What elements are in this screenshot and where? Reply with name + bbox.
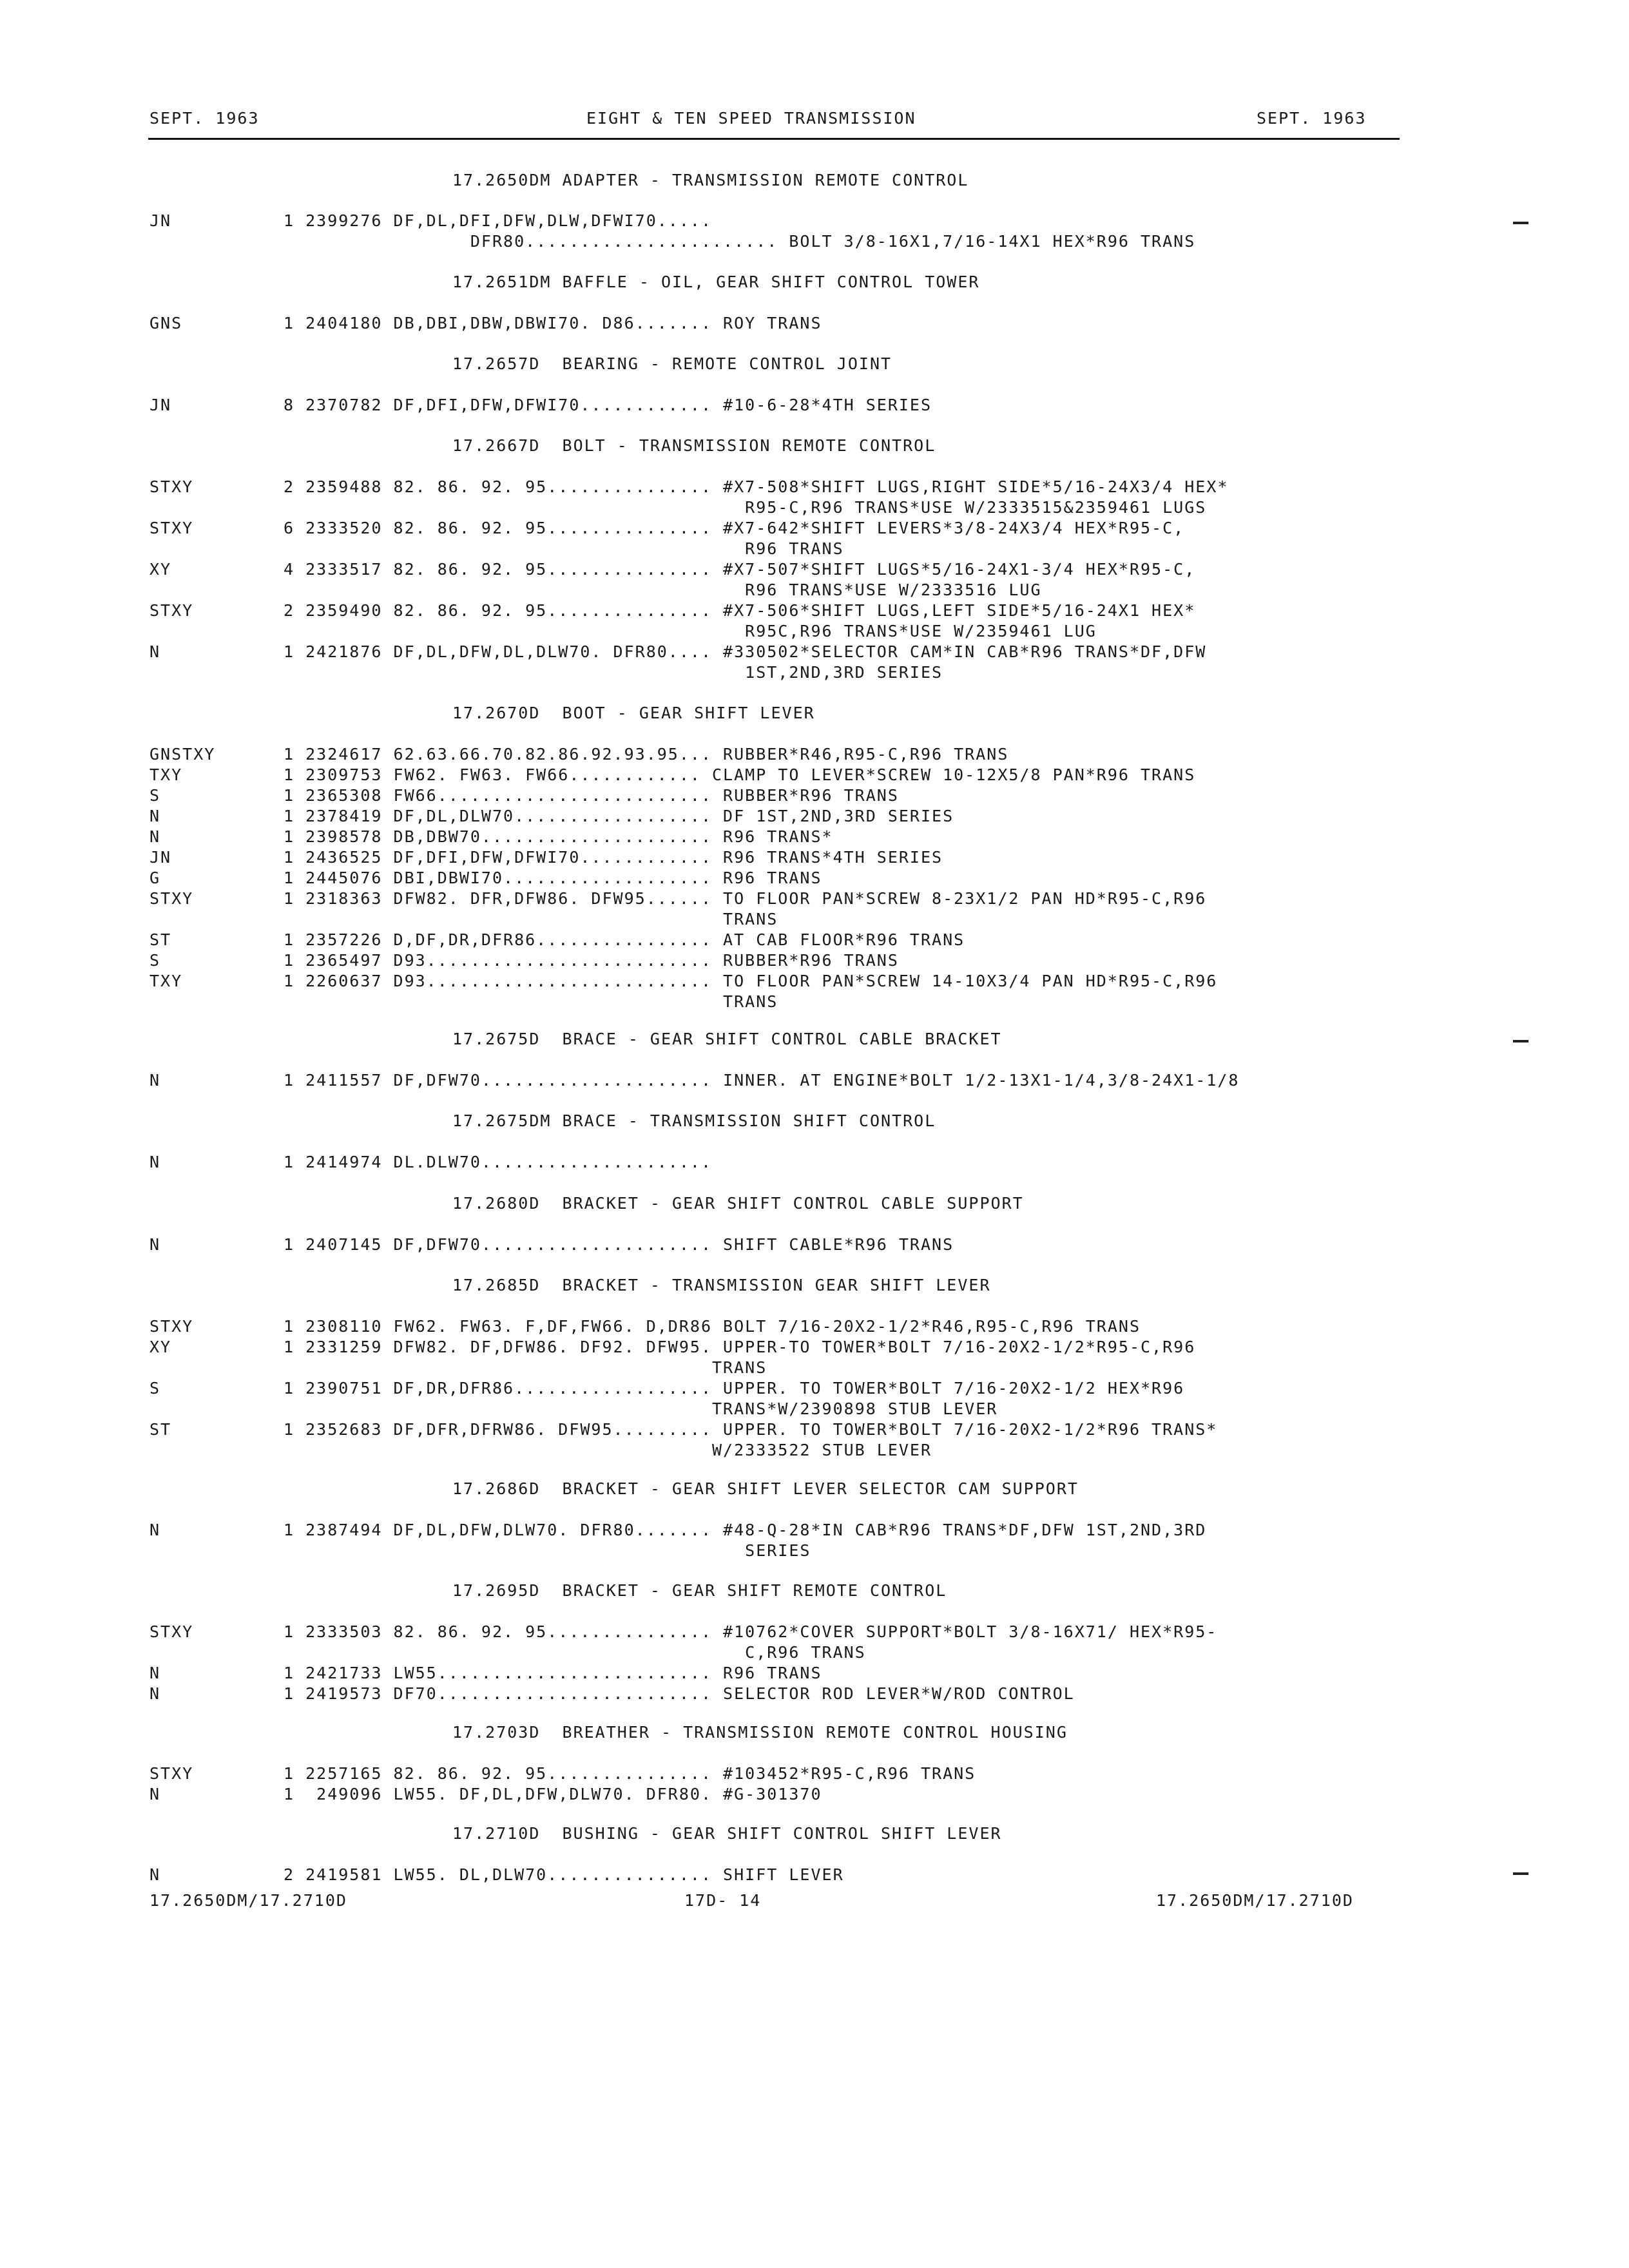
part-line: 1 2333503 82. 86. 92. 95............... #10762*COVER SUPPORT*BOLT 3/8-16X71/ HEX*R95- [284, 1622, 1218, 1641]
model-code: STXY [149, 519, 194, 537]
part-line: 1 2324617 62.63.66.70.82.86.92.93.95... RUBBER*R46,R95-C,R96 TRANS [284, 745, 1009, 764]
section-heading: 17.2667D BOLT - TRANSMISSION REMOTE CONTROL [452, 436, 936, 455]
part-line: R96 TRANS [284, 539, 844, 558]
margin-tick-mark [1513, 1872, 1528, 1875]
section-heading: 17.2685D BRACKET - TRANSMISSION GEAR SHIFT LEVER [452, 1276, 991, 1294]
part-line: 1 2331259 DFW82. DF,DFW86. DF92. DFW95. UPPER-TO TOWER*BOLT 7/16-20X2-1/2*R95-C,R96 [284, 1338, 1196, 1356]
part-line: 1 2407145 DF,DFW70..................... SHIFT CABLE*R96 TRANS [284, 1235, 954, 1254]
model-code: S [149, 786, 161, 805]
part-line: 1 2398578 DB,DBW70..................... R96 TRANS* [284, 827, 833, 846]
model-code: N [149, 827, 161, 846]
part-line: 1 249096 LW55. DF,DL,DFW,DLW70. DFR80. #G-301370 [284, 1785, 822, 1803]
section-heading: 17.2686D BRACKET - GEAR SHIFT LEVER SELECTOR CAM SUPPORT [452, 1479, 1079, 1498]
header-rule [148, 138, 1400, 140]
part-line: TRANS [284, 910, 778, 928]
part-line: SERIES [284, 1541, 811, 1560]
part-line: TRANS*W/2390898 STUB LEVER [284, 1399, 998, 1418]
model-code: G [149, 869, 161, 887]
part-line: R95-C,R96 TRANS*USE W/2333515&2359461 LUGS [284, 498, 1207, 517]
part-line: C,R96 TRANS [284, 1643, 866, 1662]
model-code: ST [149, 930, 172, 949]
section-heading: 17.2703D BREATHER - TRANSMISSION REMOTE CONTROL HOUSING [452, 1723, 1068, 1742]
part-line: 1 2411557 DF,DFW70..................... INNER. AT ENGINE*BOLT 1/2-13X1-1/4,3/8-24X1-1/8 [284, 1071, 1240, 1090]
part-line: DFR80....................... BOLT 3/8-16X1,7/16-14X1 HEX*R96 TRANS [284, 232, 1196, 251]
model-code: S [149, 1379, 161, 1398]
model-code: JN [149, 396, 172, 414]
header-date-right: SEPT. 1963 [1257, 109, 1367, 128]
model-code: GNSTXY [149, 745, 216, 764]
model-code: N [149, 1521, 161, 1539]
model-code: XY [149, 1338, 172, 1356]
part-line: 1 2421733 LW55......................... R96 TRANS [284, 1664, 822, 1682]
model-code: STXY [149, 477, 194, 496]
footer-page-number: 17D- 14 [684, 1891, 762, 1910]
part-line: 1 2357226 D,DF,DR,DFR86................ AT CAB FLOOR*R96 TRANS [284, 930, 965, 949]
part-line: 1 2260637 D93.......................... TO FLOOR PAN*SCREW 14-10X3/4 PAN HD*R95-C,R96 [284, 972, 1218, 990]
model-code: N [149, 1865, 161, 1884]
part-line: 1 2257165 82. 86. 92. 95............... #103452*R95-C,R96 TRANS [284, 1764, 976, 1783]
model-code: N [149, 1071, 161, 1090]
part-line: 6 2333520 82. 86. 92. 95............... #X7-642*SHIFT LEVERS*3/8-24X3/4 HEX*R95-C, [284, 519, 1185, 537]
part-line: 1 2365308 FW66......................... RUBBER*R96 TRANS [284, 786, 899, 805]
part-line: 1 2390751 DF,DR,DFR86.................. UPPER. TO TOWER*BOLT 7/16-20X2-1/2 HEX*R96 [284, 1379, 1185, 1398]
part-line: 1 2318363 DFW82. DFR,DFW86. DFW95...... TO FLOOR PAN*SCREW 8-23X1/2 PAN HD*R95-C,R96 [284, 889, 1207, 908]
part-line: 1 2419573 DF70......................... SELECTOR ROD LEVER*W/ROD CONTROL [284, 1684, 1075, 1703]
model-code: N [149, 1785, 161, 1803]
part-line: 1 2399276 DF,DL,DFI,DFW,DLW,DFWI70..... [284, 211, 712, 230]
part-line: 2 2359488 82. 86. 92. 95............... #X7-508*SHIFT LUGS,RIGHT SIDE*5/16-24X3/4 HEX* [284, 477, 1229, 496]
part-line: R96 TRANS*USE W/2333516 LUG [284, 581, 1042, 599]
model-code: N [149, 1664, 161, 1682]
section-heading: 17.2695D BRACKET - GEAR SHIFT REMOTE CONTROL [452, 1581, 947, 1600]
model-code: N [149, 1235, 161, 1254]
footer-range-left: 17.2650DM/17.2710D [149, 1891, 347, 1910]
footer-range-right: 17.2650DM/17.2710D [1156, 1891, 1354, 1910]
section-heading: 17.2680D BRACKET - GEAR SHIFT CONTROL CABLE SUPPORT [452, 1194, 1024, 1213]
section-heading: 17.2657D BEARING - REMOTE CONTROL JOINT [452, 354, 892, 373]
part-line: W/2333522 STUB LEVER [284, 1441, 932, 1459]
model-code: STXY [149, 1764, 194, 1783]
model-code: N [149, 642, 161, 661]
part-line: 1 2421876 DF,DL,DFW,DL,DLW70. DFR80.... #330502*SELECTOR CAM*IN CAB*R96 TRANS*DF,DFW [284, 642, 1207, 661]
model-code: STXY [149, 1317, 194, 1336]
model-code: XY [149, 560, 172, 579]
model-code: N [149, 807, 161, 825]
part-line: 4 2333517 82. 86. 92. 95............... #X7-507*SHIFT LUGS*5/16-24X1-3/4 HEX*R95-C, [284, 560, 1196, 579]
part-line: 1 2414974 DL.DLW70..................... [284, 1153, 712, 1171]
model-code: N [149, 1684, 161, 1703]
part-line: 8 2370782 DF,DFI,DFW,DFWI70............ #10-6-28*4TH SERIES [284, 396, 932, 414]
part-line: 2 2419581 LW55. DL,DLW70............... SHIFT LEVER [284, 1865, 844, 1884]
part-line: 1 2365497 D93.......................... RUBBER*R96 TRANS [284, 951, 899, 970]
model-code: JN [149, 211, 172, 230]
part-line: TRANS [284, 1358, 767, 1377]
part-line: TRANS [284, 992, 778, 1011]
part-line: 1 2352683 DF,DFR,DFRW86. DFW95......... UPPER. TO TOWER*BOLT 7/16-20X2-1/2*R96 TRANS* [284, 1420, 1218, 1439]
section-heading: 17.2651DM BAFFLE - OIL, GEAR SHIFT CONTROL TOWER [452, 273, 980, 291]
part-line: 1 2308110 FW62. FW63. F,DF,FW66. D,DR86 BOLT 7/16-20X2-1/2*R46,R95-C,R96 TRANS [284, 1317, 1141, 1336]
part-line: 1 2378419 DF,DL,DLW70.................. DF 1ST,2ND,3RD SERIES [284, 807, 954, 825]
model-code: STXY [149, 601, 194, 620]
section-heading: 17.2650DM ADAPTER - TRANSMISSION REMOTE CONTROL [452, 171, 969, 189]
margin-tick-mark [1513, 222, 1528, 224]
model-code: ST [149, 1420, 172, 1439]
model-code: TXY [149, 765, 183, 784]
section-heading: 17.2670D BOOT - GEAR SHIFT LEVER [452, 704, 815, 722]
header-title: EIGHT & TEN SPEED TRANSMISSION [586, 109, 916, 128]
model-code: GNS [149, 314, 183, 332]
part-line: 1 2445076 DBI,DBWI70................... R96 TRANS [284, 869, 822, 887]
model-code: STXY [149, 1622, 194, 1641]
model-code: STXY [149, 889, 194, 908]
header-date-left: SEPT. 1963 [149, 109, 260, 128]
part-line: 1ST,2ND,3RD SERIES [284, 663, 943, 682]
part-line: 2 2359490 82. 86. 92. 95............... #X7-506*SHIFT LUGS,LEFT SIDE*5/16-24X1 HEX* [284, 601, 1196, 620]
part-line: 1 2387494 DF,DL,DFW,DLW70. DFR80....... #48-Q-28*IN CAB*R96 TRANS*DF,DFW 1ST,2ND,3RD [284, 1521, 1207, 1539]
section-heading: 17.2710D BUSHING - GEAR SHIFT CONTROL SHIFT LEVER [452, 1824, 1002, 1843]
model-code: JN [149, 848, 172, 867]
part-line: 1 2404180 DB,DBI,DBW,DBWI70. D86....... ROY TRANS [284, 314, 822, 332]
section-heading: 17.2675DM BRACE - TRANSMISSION SHIFT CONTROL [452, 1111, 936, 1130]
part-line: 1 2436525 DF,DFI,DFW,DFWI70............ R96 TRANS*4TH SERIES [284, 848, 943, 867]
model-code: N [149, 1153, 161, 1171]
model-code: TXY [149, 972, 183, 990]
part-line: 1 2309753 FW62. FW63. FW66............ CLAMP TO LEVER*SCREW 10-12X5/8 PAN*R96 TRANS [284, 765, 1196, 784]
part-line: R95C,R96 TRANS*USE W/2359461 LUG [284, 622, 1097, 640]
margin-tick-mark [1513, 1040, 1528, 1043]
section-heading: 17.2675D BRACE - GEAR SHIFT CONTROL CABLE BRACKET [452, 1030, 1002, 1048]
model-code: S [149, 951, 161, 970]
